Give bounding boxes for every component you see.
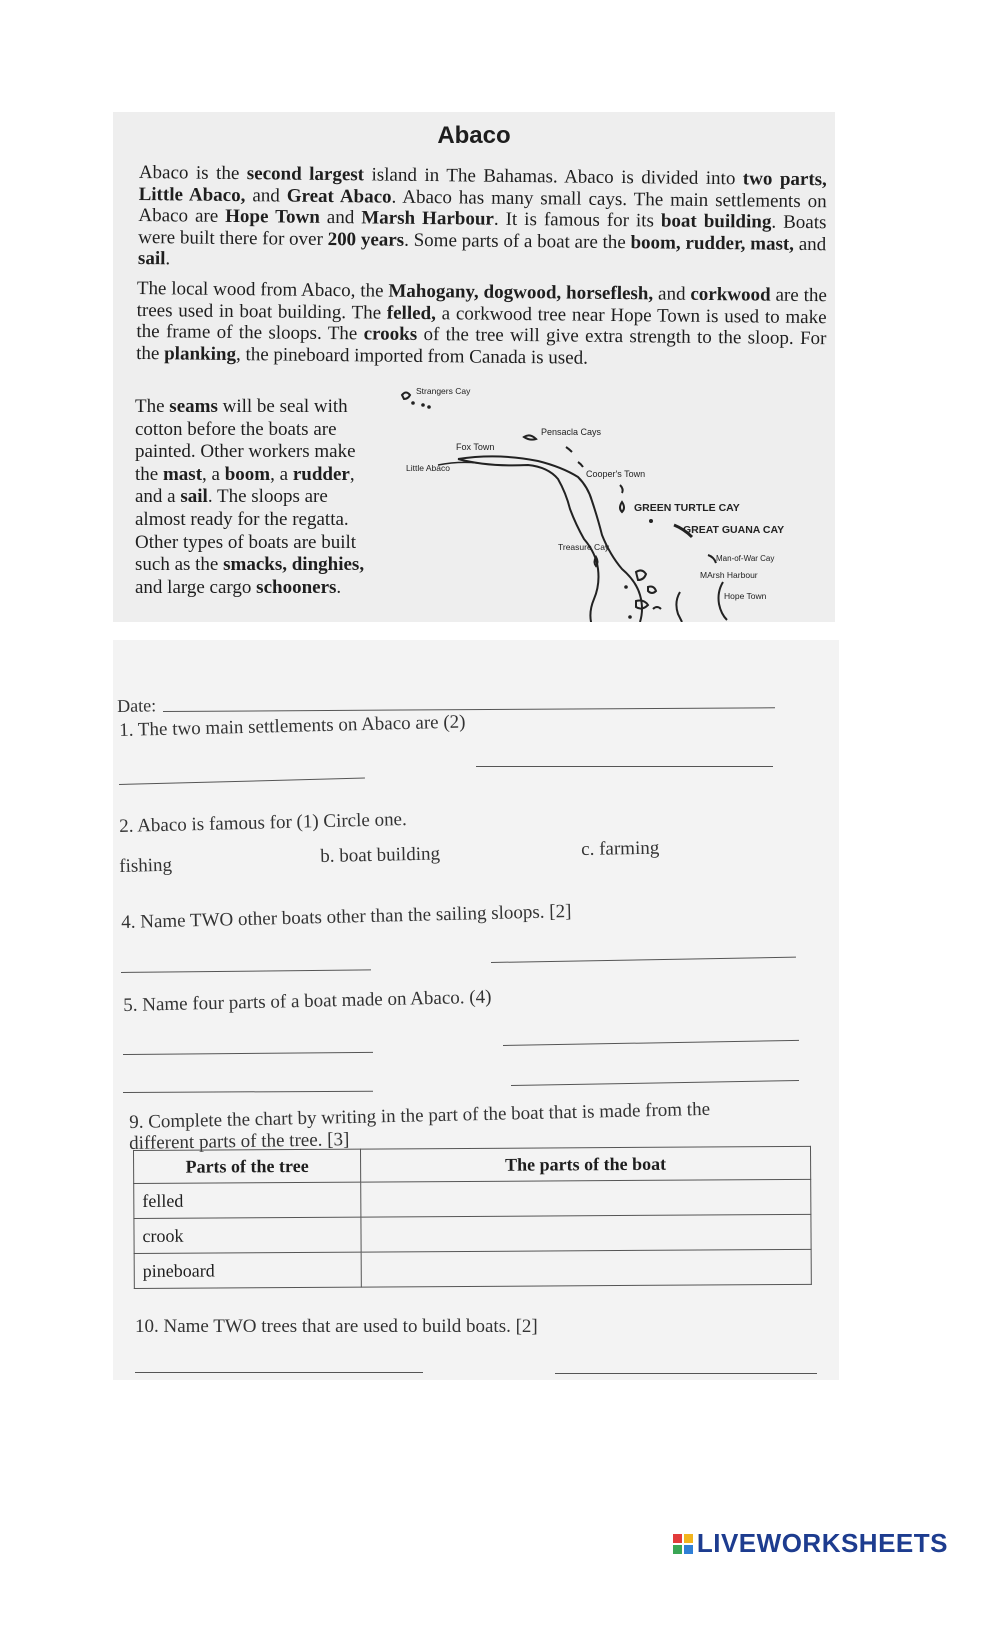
bold-term: sail [180, 486, 208, 508]
map-island [628, 615, 632, 619]
map-island [636, 570, 646, 580]
question-2-option-b[interactable]: b. boat building [320, 843, 441, 867]
date-answer-line[interactable] [163, 707, 775, 712]
abaco-map [398, 387, 808, 622]
question-5-answer-line-2[interactable] [503, 1040, 799, 1046]
map-island [566, 447, 572, 452]
text-run: and [319, 206, 362, 229]
map-coastline [458, 459, 599, 622]
chart-row [134, 1214, 811, 1253]
text-run: . Some parts of a boat are the [404, 229, 631, 253]
chart-header-tree: Parts of the tree [134, 1149, 361, 1183]
text-run: . Abaco has many small cays. The main settlements on Abaco are [138, 186, 827, 227]
map-label-coopers-town: Cooper's Town [586, 469, 646, 479]
chart-row [134, 1249, 811, 1288]
bold-term: second largest [246, 163, 365, 186]
map-label-marsh-harbour: MArsh Harbour [700, 570, 758, 580]
text-run: , a [270, 463, 293, 485]
logo-square [684, 1545, 693, 1554]
bold-term: schooners [256, 576, 337, 598]
text-run: . It is famous for its [493, 208, 662, 232]
text-run: , the pineboard imported from Canada is used. [235, 343, 589, 369]
logo-square [684, 1534, 693, 1543]
question-10-answer-line-2[interactable] [555, 1373, 817, 1374]
text-run: of the tree will give extra strength to the sloop. For the [136, 323, 827, 364]
bold-term: planking [164, 342, 237, 365]
question-5: 5. Name four parts of a boat made on Abaco. (4) [123, 986, 492, 1016]
question-1: 1. The two main settlements on Abaco are (2) [119, 711, 466, 741]
bold-term: Great Abaco [286, 185, 392, 208]
text-run: , a [202, 463, 225, 485]
liveworksheets-logo-icon [673, 1534, 693, 1554]
map-label-little-abaco: Little Abaco [406, 463, 450, 473]
bold-term: Hope Town [225, 205, 320, 228]
bold-term: seams [169, 396, 218, 417]
bold-term: Marsh Harbour [361, 207, 494, 230]
text-run: . The sloops are almost ready for the regatta. Other types of boats are built such as the [135, 486, 357, 576]
chart-header-boat: The parts of the boat [360, 1146, 810, 1182]
question-2: 2. Abaco is famous for (1) Circle one. [119, 808, 407, 837]
chart-header-row [134, 1146, 811, 1183]
question-2-option-c[interactable]: c. farming [581, 837, 660, 860]
map-label-treasure-cay: Treasure Cay [558, 542, 610, 552]
logo-square [673, 1545, 682, 1554]
map-island [620, 485, 623, 493]
map-island [427, 405, 431, 409]
map-island [648, 587, 656, 594]
text-run: . [165, 248, 171, 270]
question-4-answer-line-2[interactable] [491, 957, 796, 963]
map-island [402, 393, 410, 400]
question-4: 4. Name TWO other boats other than the sailing sloops. [2] [121, 900, 572, 933]
boat-parts-chart [133, 1146, 812, 1289]
bold-term: sail [137, 247, 166, 270]
chart-row [134, 1179, 811, 1218]
text-run: and [245, 184, 287, 207]
bold-term: mast [162, 463, 203, 485]
bold-term: boom [224, 463, 271, 485]
bold-term: felled, [386, 302, 437, 324]
text-run: a corkwood tree near Hope Town is used to make the frame of the sloops. The [136, 302, 827, 345]
text-run: Abaco is the [138, 162, 247, 185]
question-5-answer-line-3[interactable] [123, 1091, 373, 1093]
question-1-answer-line-1[interactable] [119, 778, 365, 785]
bold-term: crooks [363, 323, 418, 345]
map-label-green-turtle-cay: GREEN TURTLE CAY [634, 502, 740, 514]
text-run: The [135, 396, 170, 417]
bold-term: smacks, dinghies, [223, 554, 365, 576]
map-island [421, 403, 425, 407]
questions-panel [113, 640, 839, 1380]
map-island [708, 555, 716, 563]
text-run: and large cargo [135, 576, 257, 598]
text-run: , and a [135, 463, 355, 508]
map-label-pensacola-cays: Pensacla Cays [541, 427, 602, 437]
map-label-fox-town: Fox Town [456, 442, 495, 452]
bold-term: boom, rudder, mast, [630, 231, 795, 255]
map-island [411, 401, 415, 405]
map-coastline [458, 456, 642, 622]
text-run: are the trees used in boat building. The [136, 284, 827, 324]
question-10-answer-line-1[interactable] [135, 1372, 423, 1373]
question-2-option-a[interactable]: fishing [119, 854, 173, 877]
question-4-answer-line-1[interactable] [121, 969, 371, 973]
chart-cell-answer[interactable] [361, 1214, 811, 1252]
map-island [649, 519, 653, 523]
text-run: will be seal with cotton before the boats are painted. Other workers make the [135, 396, 356, 485]
text-run: . [336, 576, 342, 598]
passage-paragraph-2 [136, 278, 827, 371]
map-label-man-of-war-cay: Man-of-War Cay [716, 554, 775, 563]
bold-term: corkwood [690, 283, 771, 306]
chart-cell-tree-part: felled [134, 1182, 361, 1218]
map-island [524, 435, 536, 439]
map-label-hope-town: Hope Town [724, 591, 767, 601]
map-island [624, 585, 628, 589]
text-run: and [793, 233, 827, 255]
passage-title: Abaco [437, 122, 511, 149]
map-label-strangers-cay: Strangers Cay [416, 387, 471, 396]
logo-square [673, 1534, 682, 1543]
question-1-answer-line-2[interactable] [476, 766, 773, 767]
chart-cell-answer[interactable] [361, 1179, 811, 1217]
text-run: island in The Bahamas. Abaco is divided into [363, 164, 743, 190]
passage-paragraph-1 [138, 162, 827, 277]
question-9-line-2: different parts of the tree. [3] [129, 1129, 350, 1154]
date-label: Date: [117, 695, 157, 716]
question-5-answer-line-1[interactable] [123, 1052, 373, 1055]
bold-term: rudder [292, 463, 350, 485]
chart-cell-tree-part: crook [134, 1217, 361, 1253]
text-run: The local wood from Abaco, the [136, 278, 389, 302]
chart-cell-answer[interactable] [361, 1249, 811, 1287]
map-island [620, 502, 624, 512]
liveworksheets-logo [673, 1528, 948, 1559]
liveworksheets-logo-text: LIVEWORKSHEETS [696, 1528, 948, 1558]
text-run: and [653, 283, 691, 305]
map-island [719, 582, 728, 620]
question-5-answer-line-4[interactable] [511, 1080, 799, 1086]
passage-paragraph-3 [135, 396, 379, 599]
bold-term: 200 years [327, 228, 405, 251]
question-10: 10. Name TWO trees that are used to build boats. [2] [135, 1316, 538, 1337]
map-island [653, 607, 661, 609]
map-island [578, 462, 583, 467]
bold-term: two parts, Little Abaco, [138, 168, 827, 206]
question-9-line-1: 9. Complete the chart by writing in the part of the boat that is made from the [129, 1098, 711, 1133]
map-coastline [676, 592, 682, 622]
text-run: . Boats were built there for over [138, 211, 827, 250]
bold-term: boat building [660, 210, 772, 233]
bold-term: Mahogany, dogwood, horseflesh, [388, 280, 654, 305]
chart-cell-tree-part: pineboard [134, 1252, 361, 1288]
map-label-great-guana-cay: GREAT GUANA CAY [683, 524, 785, 536]
reading-passage-panel [113, 112, 835, 622]
